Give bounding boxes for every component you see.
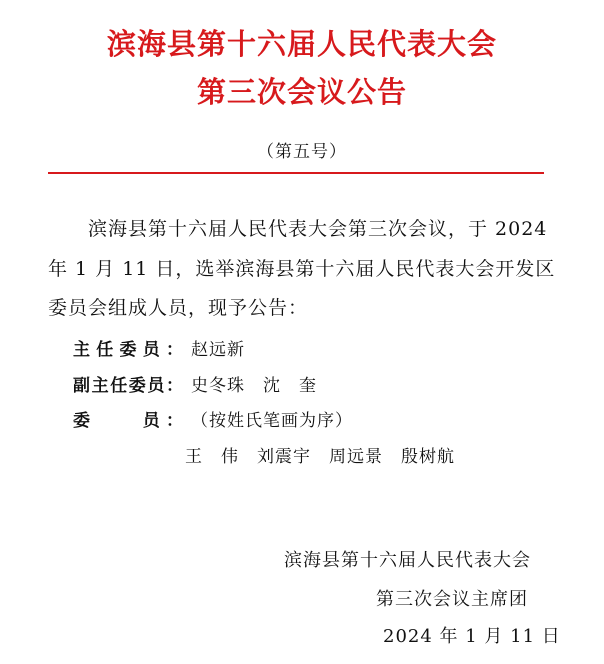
member-order-note: （按姓氏笔画为序） bbox=[191, 411, 353, 431]
chair-name: 赵远新 bbox=[191, 340, 245, 360]
vice-chair-row bbox=[73, 371, 317, 396]
member-title: 委 员： bbox=[73, 411, 183, 431]
document-number: （第五号） bbox=[257, 142, 347, 162]
chair-row bbox=[73, 335, 245, 360]
red-divider-rule bbox=[48, 172, 544, 174]
signature-organization: 滨海县第十六届人民代表大会 bbox=[284, 550, 531, 571]
member-row bbox=[73, 406, 353, 431]
announcement-title-line-2: 第三次会议公告 bbox=[196, 75, 407, 109]
signature-date: 2024 年 1 月 11 日 bbox=[383, 626, 561, 647]
body-text-line-1: 滨海县第十六届人民代表大会第三次会议，于 2024 bbox=[88, 218, 548, 240]
body-text-line-2: 年 1 月 11 日，选举滨海县第十六届人民代表大会开发区 bbox=[48, 258, 556, 280]
chair-title: 主任委员： bbox=[73, 340, 183, 360]
announcement-title-line-1: 滨海县第十六届人民代表大会 bbox=[106, 27, 497, 61]
vice-chair-names: 史冬珠 沈 奎 bbox=[191, 376, 317, 396]
signature-presidium: 第三次会议主席团 bbox=[376, 589, 528, 610]
body-text-line-3: 委员会组成人员，现予公告： bbox=[48, 297, 309, 319]
vice-chair-title: 副主任委员： bbox=[73, 376, 183, 396]
member-names-list: 王 伟 刘震宇 周远景 殷树航 bbox=[185, 447, 455, 467]
